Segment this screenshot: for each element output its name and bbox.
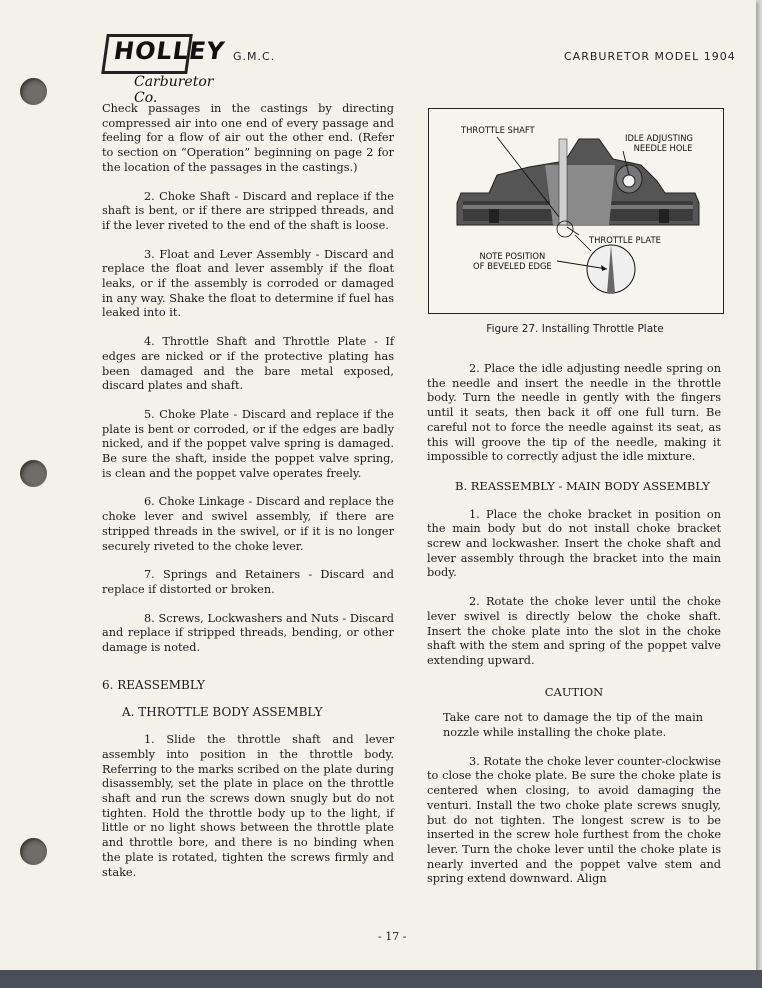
paragraph-a2: 2. Place the idle adjusting needle spring on the needle and insert the needle in the throttle body. Turn the needle in gently with the fingers until it seats, then back it off one full turn. Be careful not to force the needle against its seat, as this will groove the tip of the needle, making it impossible to correctly adjust the idle mixture. [427, 362, 721, 464]
page-number: - 17 - [378, 930, 407, 943]
right-column [427, 362, 721, 887]
paragraph-float-lever: 3. Float and Lever Assembly - Discard and replace the float and lever assembly if the float leaks, or if the assembly is corroded or damaged in any way. Shake the float to determine if fuel has leaked into it. [102, 247, 394, 320]
left-column [102, 102, 394, 880]
figure-caption: Figure 27. Installing Throttle Plate [486, 323, 664, 335]
label-throttle-plate: THROTTLE PLATE [589, 235, 661, 245]
paragraph-screws: 8. Screws, Lockwashers and Nuts - Discard and replace if stripped threads, bending, or other damage is noted. [102, 611, 394, 655]
scan-background [0, 970, 762, 988]
header-left: G.M.C. [233, 50, 276, 63]
paragraph-springs: 7. Springs and Retainers - Discard and replace if distorted or broken. [102, 568, 394, 596]
binder-hole [20, 460, 47, 487]
logo-script: Carburetor Co. [134, 74, 214, 106]
paragraph-throttle-shaft: 4. Throttle Shaft and Throttle Plate - If edges are nicked or if the protective plating has been damaged and the bare metal exposed, discard plates and shaft. [102, 335, 394, 393]
binder-hole [20, 78, 47, 105]
binder-hole [20, 838, 47, 865]
section-heading: 6. REASSEMBLY [102, 677, 205, 692]
paragraph-check-passages: Check passages in the castings by directing compressed air into one end of every passage and feeling for a flow of air out the other end. (Refer to section on “Operation” beginning on page 2 for the location of the passages in the castings.) [102, 102, 394, 174]
label-throttle-shaft: THROTTLE SHAFT [461, 125, 535, 135]
paragraph-a1: 1. Slide the throttle shaft and lever assembly into position in the throttle body. Referring to the marks scribed on the plate during disassembly, set the plate in place on the throttle shaft and run the screws down snugly but do not tighten. Hold the throttle body up to the light, if little or no light shows between the throttle plate and throttle bore, and there is no binding when the plate is rotated, tighten the screws firmly and stake. [102, 733, 394, 879]
paragraph-b3: 3. Rotate the choke lever counter-clockwise to close the choke plate. Be sure the choke plate is centered when closing, to avoid damaging the venturi. Install the two choke plate screws snugly, but do not tighten. The longest screw is to be inserted in the screw hole furthest from the choke lever. Turn the choke lever until the choke plate is nearly inverted and the poppet valve stem and spring extend downward. Align [427, 754, 721, 886]
holley-logo [104, 34, 227, 106]
label-idle-adjusting: IDLE ADJUSTING NEEDLE HOLE [625, 133, 693, 153]
paragraph-b1: 1. Place the choke bracket in position on the main body but do not install choke bracket screw and lockwasher. Insert the choke shaft and lever assembly through the bracket into the main body. [427, 507, 721, 580]
header-right: CARBURETOR MODEL 1904 [564, 50, 736, 63]
subsection-heading-b: B. REASSEMBLY - MAIN BODY ASSEMBLY [455, 478, 710, 493]
caution-text: Take care not to damage the tip of the main nozzle while installing the choke plate. [443, 711, 703, 740]
logo-word: HOLLEY [112, 37, 227, 65]
paragraph-b2: 2. Rotate the choke lever until the choke lever swivel is directly below the choke shaft. Insert the choke plate into the slot in the choke shaft with the stem and spring of the poppet valve extending upward. [427, 595, 721, 667]
paragraph-choke-plate: 5. Choke Plate - Discard and replace if the plate is bent or corroded, or if the edges are badly nicked, and if the poppet valve spring is damaged. Be sure the shaft, inside the poppet valve spring, is clean and the poppet valve operates freely. [102, 407, 394, 480]
subsection-heading-a: A. THROTTLE BODY ASSEMBLY [122, 704, 323, 719]
paragraph-choke-shaft: 2. Choke Shaft - Discard and replace if the shaft is bent, or if there are stripped threads, and if the lever riveted to the end of the shaft is loose. [102, 189, 394, 232]
label-note-position: NOTE POSITION OF BEVELED EDGE [473, 251, 552, 271]
caution-heading: CAUTION [544, 684, 604, 699]
paragraph-choke-linkage: 6. Choke Linkage - Discard and replace the choke lever and swivel assembly, if there are stripped threads in the swivel, or if it is no longer securely riveted to the choke lever. [102, 495, 394, 553]
figure-27 [428, 108, 724, 314]
